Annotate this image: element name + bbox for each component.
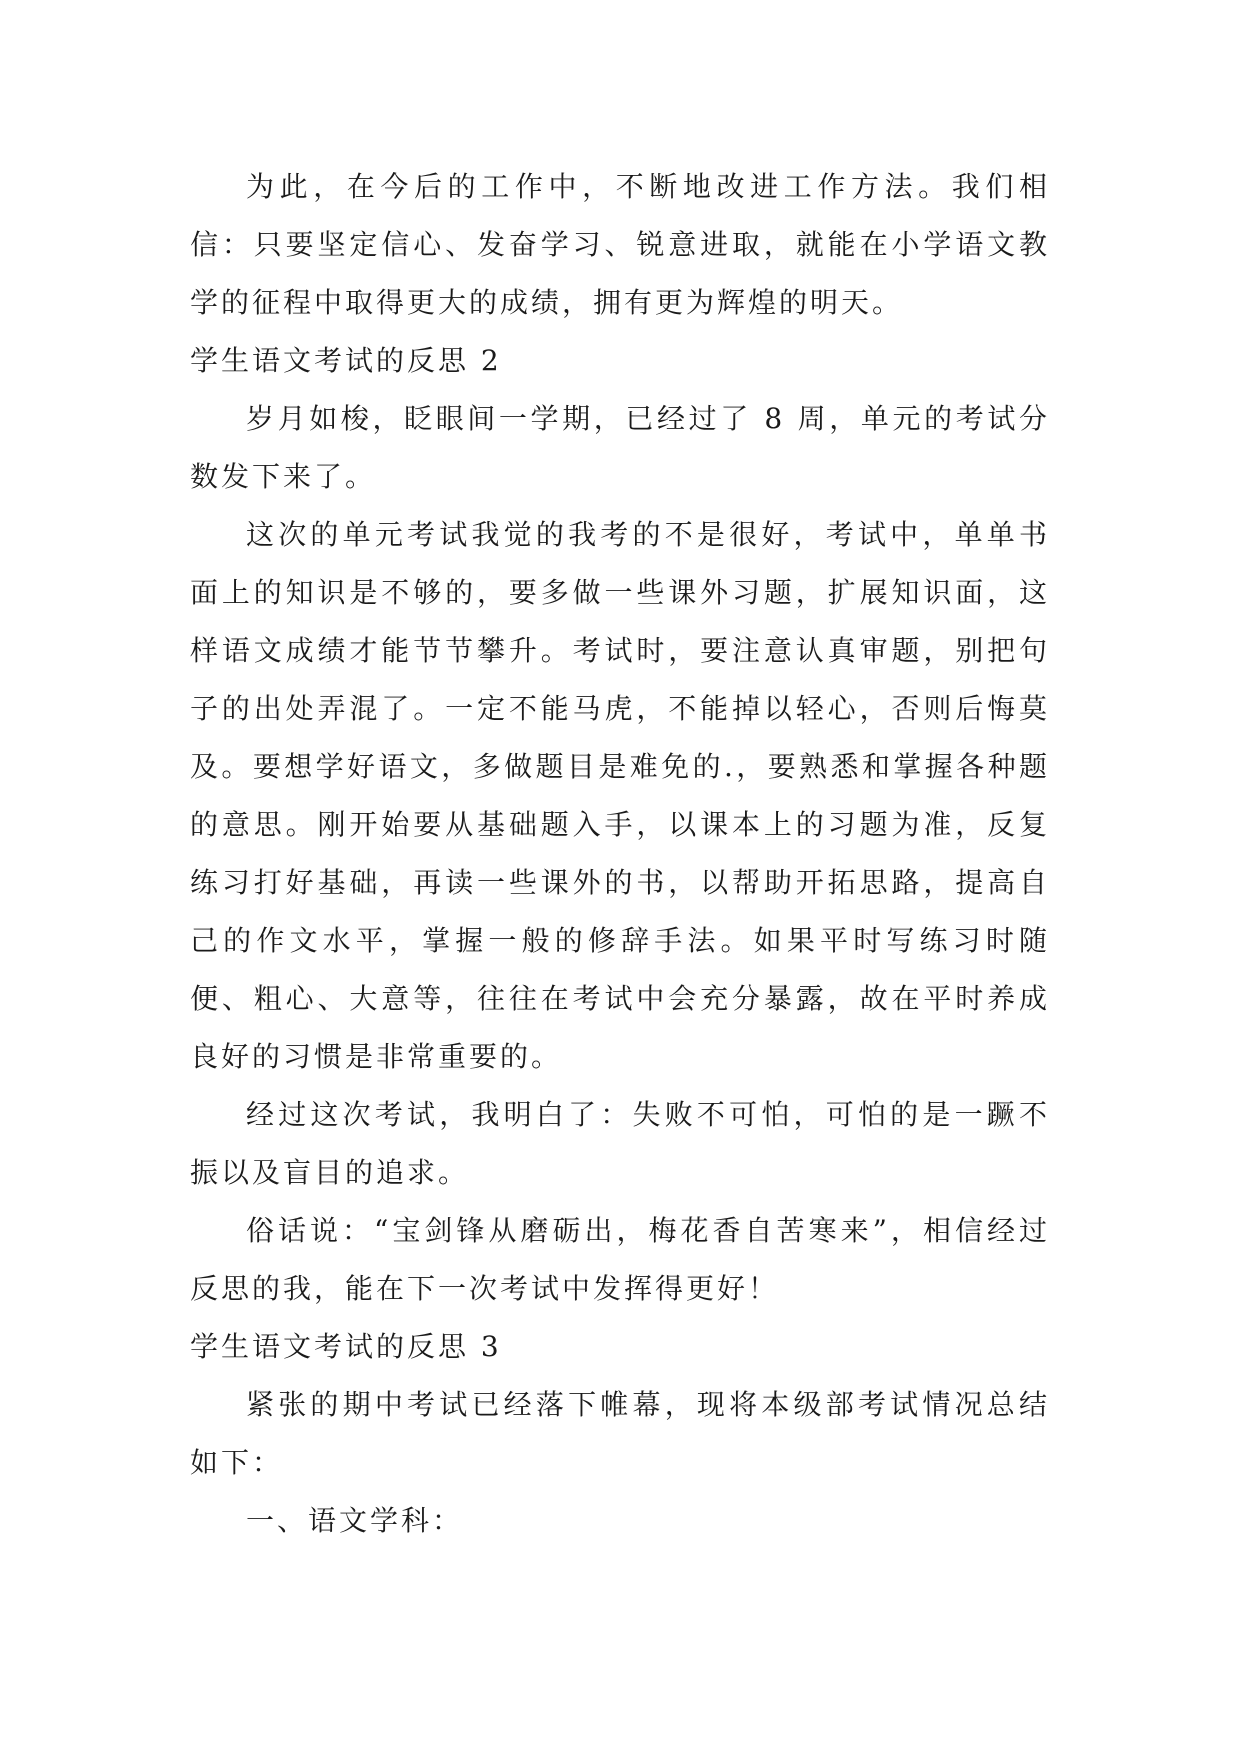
paragraph: 俗话说：“宝剑锋从磨砺出，梅花香自苦寒来”，相信经过反思的我，能在下一次考试中发挥得更好！ xyxy=(190,1214,1050,1305)
paragraph: 紧张的期中考试已经落下帷幕，现将本级部考试情况总结如下： xyxy=(190,1388,1050,1479)
paragraph: 这次的单元考试我觉的我考的不是很好，考试中，单单书面上的知识是不够的，要多做一些课外习题，扩展知识面，这样语文成绩才能节节攀升。考试时，要注意认真审题，别把句子的出处弄混了。一定不能马虎，不能掉以轻心，否则后悔莫及。要想学好语文，多做题目是难免的.，要熟悉和掌握各种题的意思。刚开始要从基础题入手，以课本上的习题为准，反复练习打好基础，再读一些课外的书，以帮助开拓思路，提高自己的作文水平，掌握一般的修辞手法。如果平时写练习时随便、粗心、大意等，往往在考试中会充分暴露，故在平时养成良好的习惯是非常重要的。 xyxy=(190,518,1050,1073)
section-heading: 学生语文考试的反思 2 xyxy=(190,344,502,377)
paragraph: 经过这次考试，我明白了：失败不可怕，可怕的是一蹶不振以及盲目的追求。 xyxy=(190,1098,1050,1189)
paragraph: 岁月如梭，眨眼间一学期，已经过了 8 周，单元的考试分数发下来了。 xyxy=(190,402,1050,493)
paragraph: 为此，在今后的工作中，不断地改进工作方法。我们相信：只要坚定信心、发奋学习、锐意进取，就能在小学语文教学的征程中取得更大的成绩，拥有更为辉煌的明天。 xyxy=(190,170,1050,319)
section-heading: 学生语文考试的反思 3 xyxy=(190,1330,502,1363)
paragraph: 一、语文学科： xyxy=(246,1504,464,1537)
document-body xyxy=(190,158,1050,1550)
